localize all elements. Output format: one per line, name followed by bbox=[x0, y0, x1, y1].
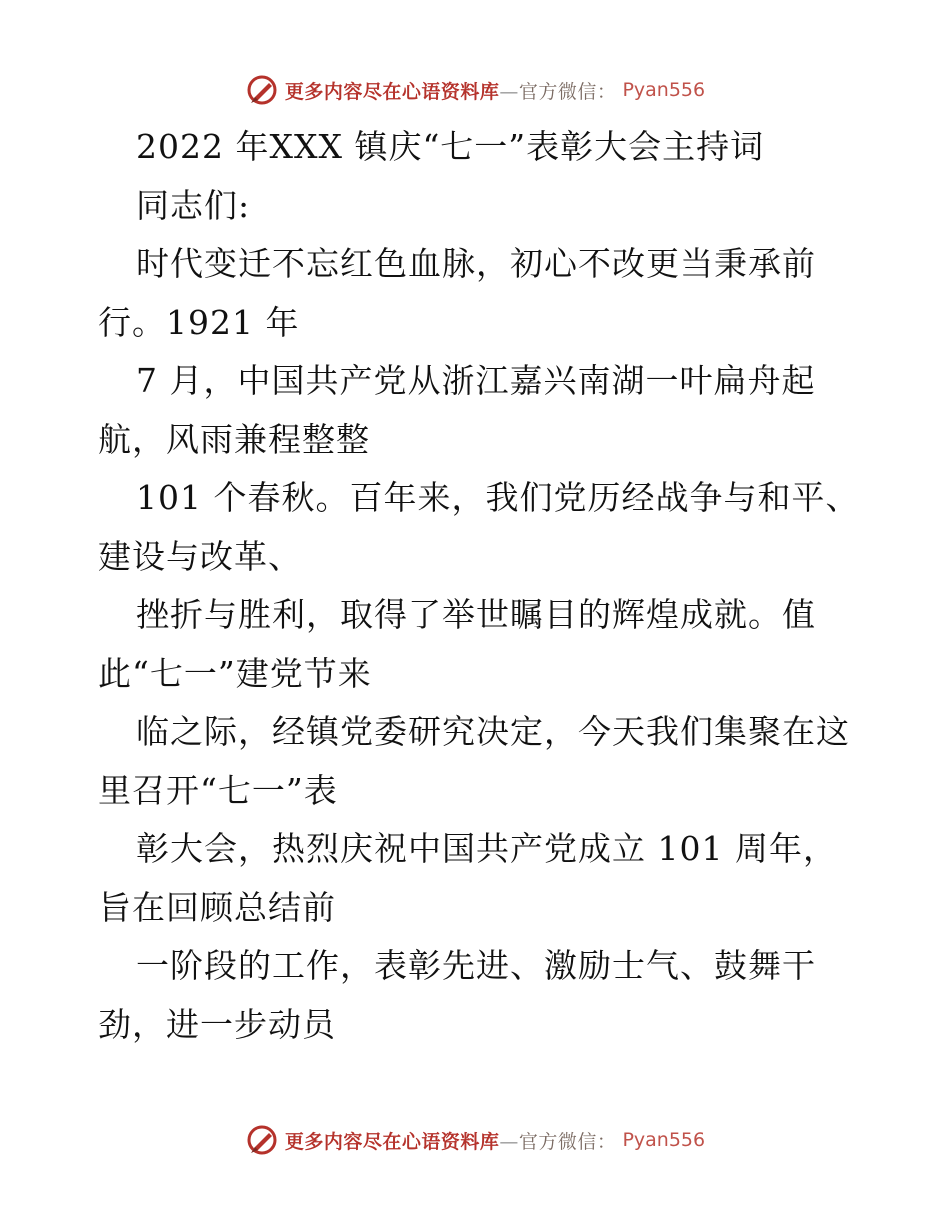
watermark-wechat-id: Pyan556 bbox=[622, 79, 706, 101]
pen-logo-icon bbox=[245, 1123, 279, 1157]
text-line: 旨在回顾总结前 bbox=[98, 887, 336, 927]
text-line: 7 月，中国共产党从浙江嘉兴南湖一叶扁舟起 bbox=[136, 361, 816, 400]
document-body bbox=[98, 118, 858, 1054]
watermark-footer bbox=[0, 1120, 950, 1160]
watermark-site-name: 更多内容尽在心语资料库 bbox=[284, 80, 500, 103]
text-line: 临之际，经镇党委研究决定，今天我们集聚在这 bbox=[136, 712, 850, 751]
document-title: 2022 年XXX 镇庆“七一”表彰大会主持词 bbox=[136, 127, 765, 166]
watermark-wechat-label: 官方微信： bbox=[518, 1130, 617, 1153]
watermark-header bbox=[0, 70, 950, 110]
text-line: 彰大会，热烈庆祝中国共产党成立 101 周年， bbox=[136, 829, 837, 868]
text-line: 此“七一”建党节来 bbox=[98, 653, 372, 693]
text-line: 行。1921 年 bbox=[98, 302, 300, 342]
watermark-text bbox=[285, 1127, 617, 1154]
watermark-dash: — bbox=[499, 80, 519, 103]
text-line: 劲，进一步动员 bbox=[98, 1004, 336, 1044]
text-line: 时代变迁不忘红色血脉，初心不改更当秉承前 bbox=[136, 244, 816, 283]
watermark-site-name: 更多内容尽在心语资料库 bbox=[284, 1130, 500, 1153]
text-line: 里召开“七一”表 bbox=[98, 770, 338, 810]
watermark-dash: — bbox=[499, 1130, 519, 1153]
text-line: 101 个春秋。百年来，我们党历经战争与和平、 bbox=[136, 478, 860, 517]
watermark-text bbox=[285, 77, 617, 104]
text-line: 挫折与胜利，取得了举世瞩目的辉煌成就。值 bbox=[136, 595, 816, 634]
pen-logo-icon bbox=[245, 73, 279, 107]
text-line: 一阶段的工作，表彰先进、激励士气、鼓舞干 bbox=[136, 946, 816, 985]
text-line: 航，风雨兼程整整 bbox=[98, 419, 370, 459]
text-line: 同志们: bbox=[136, 185, 251, 225]
text-line: 建设与改革、 bbox=[98, 536, 302, 576]
watermark-wechat-id: Pyan556 bbox=[622, 1129, 706, 1151]
watermark-wechat-label: 官方微信： bbox=[518, 80, 617, 103]
